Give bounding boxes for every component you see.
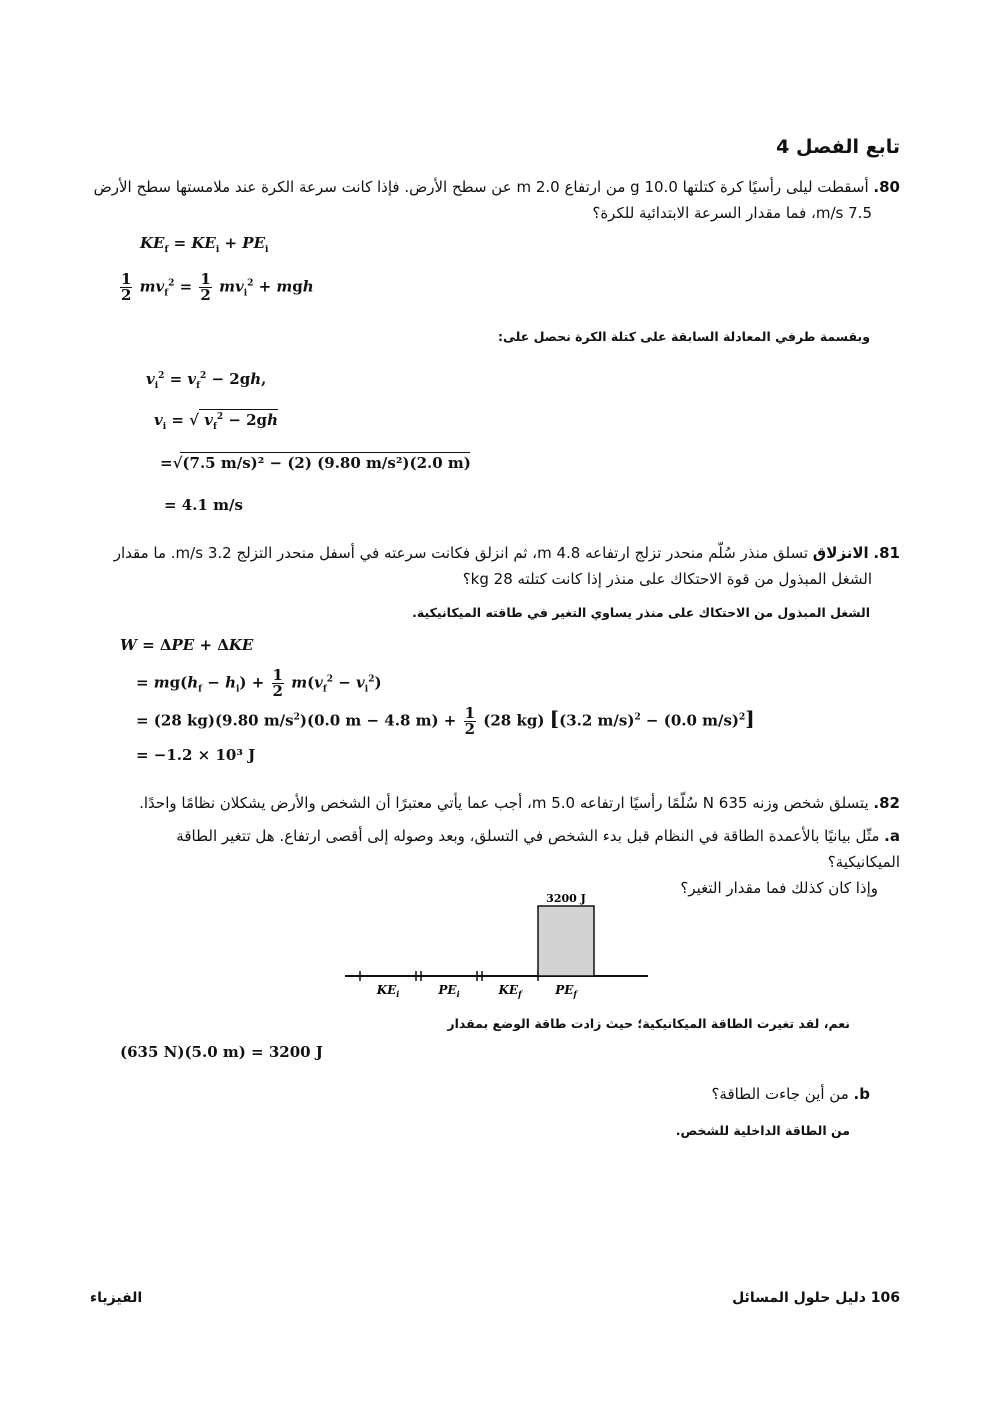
equation-energy-expanded: $\frac{1}{2}$ $mv_f^2$ = $\frac{1}{2}$ $mv_i^2$ + mgh [121,270,314,304]
footer-subject: الفيزياء [90,1290,143,1306]
question-80 [80,174,900,226]
equation-energy-conservation: $KE_f = KE_i + PE_i$ [140,234,269,255]
question-text: مثّل بيانيًا بالأعمدة الطاقة في النظام قبل بدء الشخص في التسلق، وبعد وصوله إلى أقصى ارتفاع. هل تتغير الطاقة الميكانيكية؟ [176,827,900,871]
equation-substitution [160,454,471,472]
question-text: تسلق منذر سُلّم منحدر تزلج ارتفاعه 4.8 m، ثم انزلق فكانت سرعته في أسفل منحدر التزلج 3.2 m/s. ما مقدار [113,544,808,562]
question-82 [80,790,900,816]
part-label: a. [884,827,900,845]
equation-vi: $v_i$ = √ $v_f^2 - 2gh$ [154,411,278,432]
answer-text: الشغل المبذول من الاحتكاك على منذر يساوي التغير في طاقته الميكانيكية. [412,605,870,620]
question-number: 81. [873,544,900,562]
category-label: $KE_f$ [498,983,522,999]
answer-text: من الطاقة الداخلية للشخص. [675,1123,850,1138]
bar-PEf [538,906,594,976]
question-number: 80. [873,178,900,196]
question-text: يتسلق شخص وزنه 635 N سُلّمًا رأسيًا ارتفاعه 5.0 m، أجب عما يأتي معتبرًا أن الشخص والأرض يشكلان نظامًا واحدًا. [139,794,869,812]
answer-note: وبقسمة طرفي المعادلة السابقة على كتلة الكرة نحصل على: [497,329,870,344]
question-81 [80,540,900,592]
equation-energy-change: (635 N)(5.0 m) = 3200 J [120,1043,323,1061]
bar-value-label: 3200 J [546,892,586,905]
question-number: 82. [873,794,900,812]
equation-work-substitution: = (28 kg)(9.80 $m/s^2)(0.0$ m − 4.8 m) + $\frac{1}{2}$ (28 kg) [(3.2 m/s)$^2$ − (0.0 m/s)$^2$] [136,704,755,738]
equation-work-result: = −1.2 × 10³ J [136,746,256,764]
footer-guide [732,1290,900,1306]
equation-substitution-text: =√(7.5 m/s)² − (2) (9.80 m/s²)(2.0 m) [160,454,471,472]
question-text: أسقطت ليلى رأسيًا كرة كتلتها 10.0 g من ارتفاع 2.0 m عن سطح الأرض. فإذا كانت سرعة الكرة عند ملامستها سطح الأرض [93,178,869,196]
question-82b [711,1081,870,1107]
guide-title: دليل حلول المسائل [732,1290,866,1306]
sqrt-overline [180,452,470,453]
question-title: الانزلاق [812,544,869,562]
page-number: 106 [870,1290,900,1306]
equation-work: W = ΔPE + ΔKE [120,636,254,654]
question-text: 7.5 m/s، فما مقدار السرعة الابتدائية للكرة؟ [592,204,872,222]
category-label: $KE_i$ [376,983,400,999]
equation-work-expanded: = $mg(h_f - h_i)$ + $\frac{1}{2}$ $m(v_f^2 - v_i^2)$ [136,666,382,700]
question-text: وإذا كان كذلك فما مقدار التغير؟ [680,879,878,897]
question-text: من أين جاءت الطاقة؟ [711,1085,849,1103]
question-text: الشغل المبذول من قوة الاحتكاك على منذر إذا كانت كتلته 28 kg؟ [462,570,872,588]
category-label: $PE_i$ [438,983,460,999]
category-label: $PE_f$ [555,983,577,999]
part-label: b. [853,1085,870,1103]
equation-vi-squared: $v_i^2 = v_f^2 - 2gh$, [146,370,267,391]
energy-bar-chart [340,884,660,1004]
answer-text: نعم، لقد تغيرت الطاقة الميكانيكية؛ حيث زادت طاقة الوضع بمقدار [447,1016,850,1031]
chapter-heading: تابع الفصل 4 [776,136,900,158]
equation-result: = 4.1 m/s [164,496,243,514]
